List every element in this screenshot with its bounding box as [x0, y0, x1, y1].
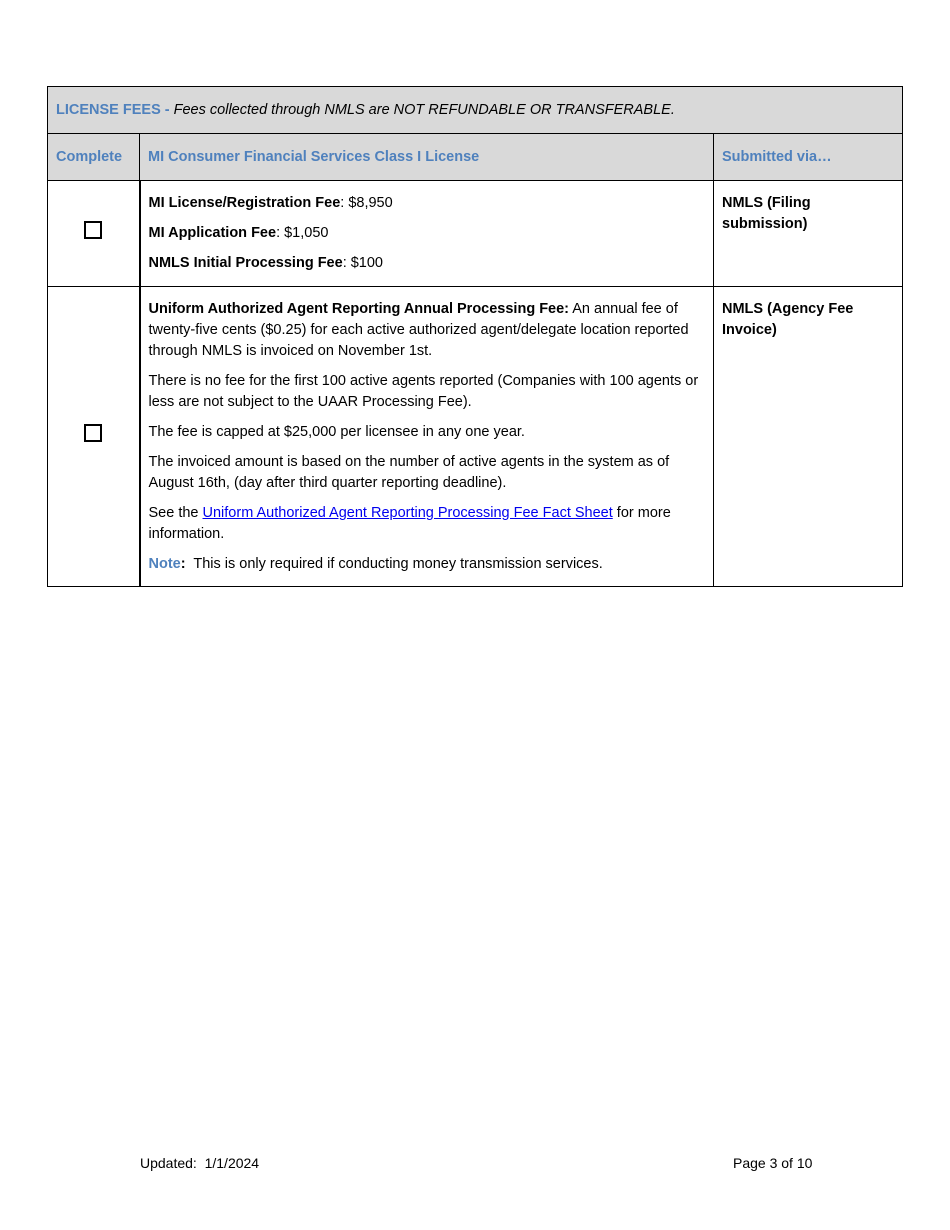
uaar-fee-cell: [140, 287, 714, 587]
uaar-fact-sheet: See the Uniform Authorized Agent Reporting Processing Fee Fact Sheet for more information.: [148, 505, 671, 542]
uaar-free-agents: There is no fee for the first 100 active agents reported (Companies with 100 agents or less are not subject to the UAAR Processing Fee).: [148, 373, 699, 410]
complete-cell: [48, 181, 140, 287]
fee-item: MI Application Fee: $1,050: [148, 225, 329, 241]
uaar-invoice-basis: The invoiced amount is based on the number of active agents in the system as of August 16th, (day after third quarter reporting deadline).: [148, 454, 670, 491]
submitted-via-cell: NMLS (Agency Fee Invoice): [714, 287, 903, 587]
section-label: LICENSE FEES: [56, 101, 161, 118]
fact-sheet-link[interactable]: Uniform Authorized Agent Reporting Processing Fee Fact Sheet: [202, 505, 613, 521]
uaar-cap: The fee is capped at $25,000 per licensee in any one year.: [148, 424, 525, 440]
column-header-submitted: Submitted via…: [714, 134, 903, 181]
uaar-note: Note: This is only required if conducting money transmission services.: [148, 556, 603, 572]
table-row: [48, 287, 903, 587]
column-header-row: [48, 134, 903, 181]
complete-checkbox[interactable]: [84, 424, 102, 442]
table-title: [48, 87, 903, 134]
uaar-description: Uniform Authorized Agent Reporting Annual Processing Fee: An annual fee of twenty-five cents ($0.25) for each active authorized agent/delegate location reported through NMLS is invoiced on November 1st.: [148, 301, 689, 359]
complete-cell: [48, 287, 140, 587]
page-number: Page 3 of 10: [733, 1155, 813, 1171]
complete-checkbox[interactable]: [84, 221, 102, 239]
column-header-license: MI Consumer Financial Services Class I License: [140, 134, 714, 181]
submitted-via-cell: NMLS (Filing submission): [714, 181, 903, 287]
section-dash: -: [160, 101, 174, 118]
fee-list-cell: [140, 181, 714, 287]
table-title-row: [48, 87, 903, 134]
license-fees-table: [47, 86, 903, 587]
updated-date: Updated: 1/1/2024: [140, 1155, 260, 1171]
fee-item: MI License/Registration Fee: $8,950: [148, 195, 393, 211]
refund-note: Fees collected through NMLS are NOT REFUNDABLE OR TRANSFERABLE.: [173, 101, 675, 118]
table-row: [48, 181, 903, 287]
column-header-complete: Complete: [48, 134, 140, 181]
fee-item: NMLS Initial Processing Fee: $100: [148, 255, 384, 271]
